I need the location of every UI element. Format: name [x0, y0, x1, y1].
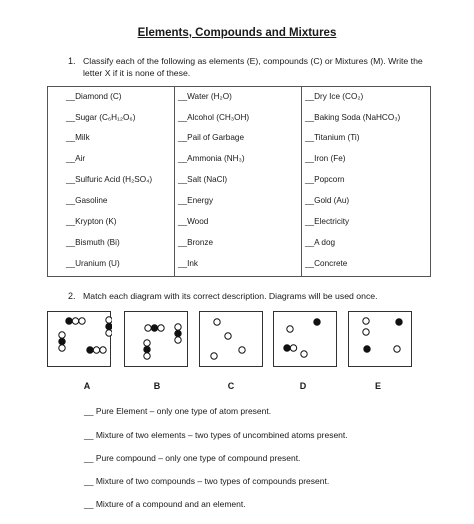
- item-air[interactable]: __Air: [66, 154, 86, 163]
- item-gold[interactable]: __Gold (Au): [305, 196, 350, 205]
- item-krypton[interactable]: __Krypton (K): [66, 217, 117, 226]
- table-column-2: [174, 87, 302, 276]
- item-dry-ice[interactable]: __Dry Ice (CO₂): [305, 92, 364, 101]
- diagram-c: [199, 311, 263, 367]
- item-concrete[interactable]: __Concrete: [305, 259, 348, 268]
- item-salt[interactable]: __Salt (NaCl): [178, 175, 228, 184]
- item-ammonia[interactable]: __Ammonia (NH₃): [178, 154, 245, 163]
- worksheet-title: Elements, Compounds and Mixtures: [137, 27, 337, 39]
- table-column-1: [48, 87, 175, 276]
- item-iron[interactable]: __Iron (Fe): [305, 154, 346, 163]
- item-gasoline[interactable]: __Gasoline: [66, 196, 108, 205]
- diagram-d: [273, 311, 337, 367]
- item-ink[interactable]: __Ink: [178, 259, 199, 268]
- item-bismuth[interactable]: __Bismuth (Bi): [66, 238, 120, 247]
- description-mixture-two-elements[interactable]: __ Mixture of two elements – two types of uncombined atoms present.: [84, 430, 348, 440]
- description-mixture-compound-element[interactable]: __ Mixture of a compound and an element.: [84, 499, 246, 509]
- item-sulfuric-acid[interactable]: __Sulfuric Acid (H₂SO₄): [66, 175, 153, 184]
- item-baking-soda[interactable]: __Baking Soda (NaHCO₃): [305, 113, 401, 122]
- item-a-dog[interactable]: __A dog: [305, 238, 336, 247]
- question-1-text: Classify each of the following as elements (E), compounds (C) or Mixtures (M). Write the letter X if it is none of these.: [83, 56, 423, 78]
- diagram-e-particles: [349, 312, 413, 368]
- diagram-label-b: B: [153, 381, 161, 391]
- description-pure-element[interactable]: __ Pure Element – only one type of atom present.: [84, 406, 272, 416]
- diagram-b: [124, 311, 188, 367]
- item-alcohol[interactable]: __Alcohol (CH₃OH): [178, 113, 250, 122]
- item-energy[interactable]: __Energy: [178, 196, 214, 205]
- item-diamond[interactable]: __Diamond (C): [66, 92, 122, 101]
- question-2-text: Match each diagram with its correct description. Diagrams will be used once.: [83, 291, 378, 301]
- item-popcorn[interactable]: __Popcorn: [305, 175, 345, 184]
- diagram-a: [47, 311, 111, 367]
- description-pure-compound[interactable]: __ Pure compound – only one type of compound present.: [84, 453, 301, 463]
- diagram-d-particles: [274, 312, 338, 368]
- table-column-3: [301, 87, 430, 276]
- diagram-e: [348, 311, 412, 367]
- item-electricity[interactable]: __Electricity: [305, 217, 350, 226]
- item-milk[interactable]: __Milk: [66, 133, 90, 142]
- diagram-c-particles: [200, 312, 264, 368]
- question-2-number: 2.: [68, 291, 76, 301]
- diagram-label-c: C: [227, 381, 235, 391]
- item-bronze[interactable]: __Bronze: [178, 238, 214, 247]
- item-water[interactable]: __Water (H₂O): [178, 92, 232, 101]
- question-1-number: 1.: [68, 56, 76, 66]
- item-uranium[interactable]: __Uranium (U): [66, 259, 120, 268]
- diagram-label-e: E: [374, 381, 381, 391]
- item-titanium[interactable]: __Titanium (Ti): [305, 133, 360, 142]
- description-mixture-two-compounds[interactable]: __ Mixture of two compounds – two types of compounds present.: [84, 476, 330, 486]
- item-pail-of-garbage[interactable]: __Pail of Garbage: [178, 133, 244, 142]
- diagram-label-a: A: [83, 381, 91, 391]
- diagram-label-d: D: [299, 381, 307, 391]
- item-sugar[interactable]: __Sugar (C₆H₁₂O₆): [66, 113, 136, 122]
- item-wood[interactable]: __Wood: [178, 217, 209, 226]
- classification-table: [47, 86, 431, 277]
- diagram-a-particles: [48, 312, 112, 368]
- diagram-b-particles: [125, 312, 189, 368]
